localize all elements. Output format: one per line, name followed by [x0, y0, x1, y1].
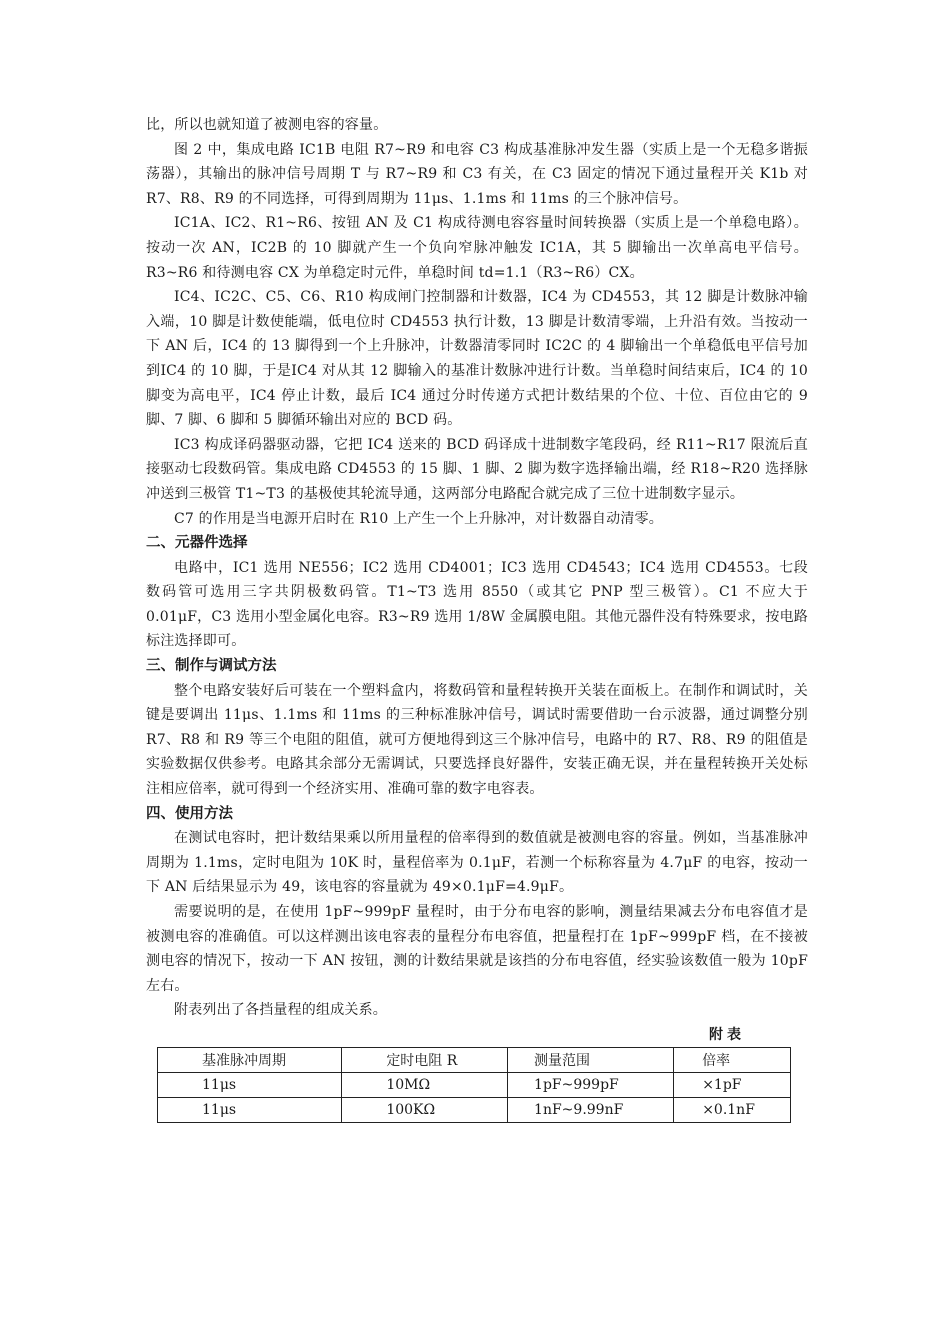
table-row: [158, 1097, 791, 1122]
paragraph-usage-table-intro: 附表列出了各挡量程的组成关系。: [174, 1002, 387, 1019]
cell-pulse-period: 11μs: [158, 1097, 342, 1122]
paragraph-c7: C7 的作用是当电源开启时在 R10 上产生一个上升脉冲，对计数器自动清零。: [174, 510, 663, 527]
paragraph-pulse-generator: 图 2 中，集成电路 IC1B 电阻 R7~R9 和电容 C3 构成基准脉冲发生器（实质上是一个无稳多谐振荡器），其输出的脉冲信号周期 T 与 R7~R9 和 C3 有关，在 C3 固定的情况下通过量程开关 K1b 对 R7、R8、R9 的不同选择，可得到周期为 11μs、1.1ms 和 11ms 的三个脉冲信号。: [146, 141, 808, 207]
paragraph-components: 电路中，IC1 选用 NE556；IC2 选用 CD4001；IC3 选用 CD4543；IC4 选用 CD4553。七段数码管可选用三字共阴极数码管。T1~T3 选用 8550（或其它 PNP 型三极管）。C1 不应大于 0.01μF，C3 选用小型金属化电容。R3~R9 选用 1/8W 金属膜电阻。其他元器件没有特殊要求，按电路标注选择即可。: [146, 559, 808, 650]
heading-build-debug: 三、制作与调试方法: [146, 658, 277, 675]
table-header-row: [158, 1047, 791, 1072]
document-body: [146, 113, 808, 1123]
header-timing-resistor: 定时电阻 R: [342, 1047, 508, 1072]
heading-components: 二、元器件选择: [146, 535, 248, 552]
paragraph-build-debug: 整个电路安装好后可装在一个塑料盒内，将数码管和量程转换开关装在面板上。在制作和调试时，关键是要调出 11μs、1.1ms 和 11ms 的三种标准脉冲信号，调试时需要借助一台示波器，通过调整分别 R7、R8 和 R9 等三个电阻的阻值，就可方便地得到这三个脉冲信号，电路中的 R7、R8、R9 的阻值是实验数据仅供参考。电路其余部分无需调试，只要选择良好器件，安装正确无误，并在量程转换开关处标注相应倍率，就可得到一个经济实用、准确可靠的数字电容表。: [146, 682, 808, 798]
paragraph-usage-note: 需要说明的是，在使用 1pF~999pF 量程时，由于分布电容的影响，测量结果减去分布电容值才是被测电容的准确值。可以这样测出该电容表的量程分布电容值，把量程打在 1pF~999pF 档，在不接被测电容的情况下，按动一下 AN 按钮，测的计数结果就是该挡的分布电容值，经实验该数值一般为 10pF 左右。: [146, 904, 808, 994]
header-measure-range: 测量范围: [508, 1047, 674, 1072]
cell-measure-range: 1pF~999pF: [508, 1072, 674, 1097]
header-multiplier: 倍率: [674, 1047, 791, 1072]
cell-multiplier: ×0.1nF: [674, 1097, 791, 1122]
cell-timing-resistor: 100KΩ: [342, 1097, 508, 1122]
cell-measure-range: 1nF~9.99nF: [508, 1097, 674, 1122]
cell-pulse-period: 11μs: [158, 1072, 342, 1097]
table-row: [158, 1072, 791, 1097]
paragraph-usage-example: 在测试电容时，把计数结果乘以所用量程的倍率得到的数值就是被测电容的容量。例如，当基准脉冲周期为 1.1ms，定时电阻为 10K 时，量程倍率为 0.1μF，若测一个标称容量为 4.7μF 的电容，按动一下 AN 后结果显示为 49，该电容的容量就为 49×0.1μF=4.9μF。: [146, 830, 808, 896]
header-pulse-period: 基准脉冲周期: [158, 1047, 342, 1072]
cell-timing-resistor: 10MΩ: [342, 1072, 508, 1097]
range-table: [157, 1047, 791, 1123]
paragraph-counter: IC4、IC2C、C5、C6、R10 构成闸门控制器和计数器，IC4 为 CD4553，其 12 脚是计数脉冲输入端，10 脚是计数使能端，低电位时 CD4553 执行计数，13 脚是计数清零端，上升沿有效。当按动一下 AN 后，IC4 的 13 脚得到一个上升脉冲，计数器清零同时 IC2C 的 4 脚输出一个单稳低电平信号加到IC4 的 10 脚，于是IC4 对从其 12 脚输入的基准计数脉冲进行计数。当单稳时间结束后，IC4 的 10 脚变为高电平，IC4 停止计数，最后 IC4 通过分时传递方式把计数结果的个位、十位、百位由它的 9 脚、7 脚、6 脚和 5 脚循环输出对应的 BCD 码。: [146, 289, 808, 429]
paragraph-continuation: 比，所以也就知道了被测电容的容量。: [146, 117, 388, 133]
heading-usage: 四、使用方法: [146, 805, 233, 822]
paragraph-time-converter: IC1A、IC2、R1~R6、按钮 AN 及 C1 构成待测电容容量时间转换器（实质上是一个单稳电路）。按动一次 AN，IC2B 的 10 脚就产生一个负向窄脉冲触发 IC1A，其 5 脚输出一次单高电平信号。R3~R6 和待测电容 CX 为单稳定时元件，单稳时间 td=1.1（R3~R6）CX。: [146, 215, 808, 281]
paragraph-decoder: IC3 构成译码器驱动器，它把 IC4 送来的 BCD 码译成十进制数字笔段码，经 R11~R17 限流后直接驱动七段数码管。集成电路 CD4553 的 15 脚、1 脚、2 脚为数字选择输出端，经 R18~R20 选择脉冲送到三极管 T1~T3 的基极使其轮流导通，这两部分电路配合就完成了三位十进制数字显示。: [146, 436, 808, 502]
cell-multiplier: ×1pF: [674, 1072, 791, 1097]
table-caption: 附表: [709, 1026, 745, 1043]
